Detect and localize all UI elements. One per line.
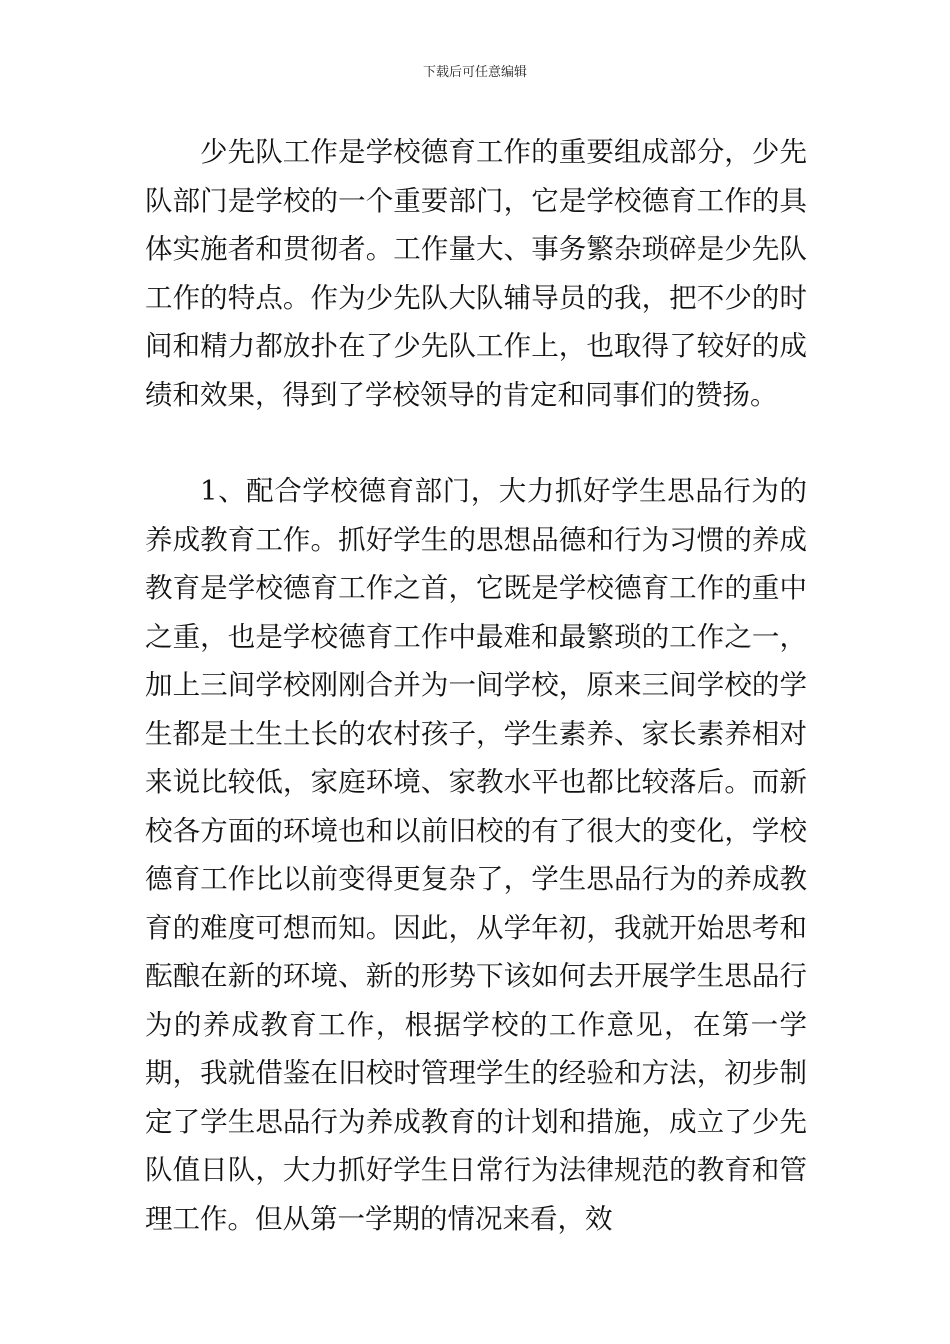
paragraph-intro: 少先队工作是学校德育工作的重要组成部分，少先队部门是学校的一个重要部门，它是学校德育工作的具体实施者和贯彻者。工作量大、事务繁杂琐碎是少先队工作的特点。作为少先队大队辅导员的我，把不少的时间和精力都放扑在了少先队工作上，也取得了较好的成绩和效果，得到了学校领导的肯定和同事们的赞扬。 [145, 136, 807, 411]
document-body [145, 128, 807, 1243]
page-header-note: 下载后可任意编辑 [422, 65, 527, 80]
paragraph-section-1: 1、配合学校德育部门，大力抓好学生思品行为的养成教育工作。抓好学生的思想品德和行为习惯的养成教育是学校德育工作之首，它既是学校德育工作的重中之重，也是学校德育工作中最难和最繁琐的工作之一，加上三间学校刚刚合并为一间学校，原来三间学校的学生都是土生土长的农村孩子，学生素养、家长素养相对来说比较低，家庭环境、家教水平也都比较落后。而新校各方面的环境也和以前旧校的有了很大的变化，学校德育工作比以前变得更复杂了，学生思品行为的养成教育的难度可想而知。因此，从学年初，我就开始思考和酝酿在新的环境、新的形势下该如何去开展学生思品行为的养成教育工作，根据学校的工作意见，在第一学期，我就借鉴在旧校时管理学生的经验和方法，初步制定了学生思品行为养成教育的计划和措施，成立了少先队值日队，大力抓好学生日常行为法律规范的教育和管理工作。但从第一学期的情况来看，效 [145, 475, 807, 1235]
